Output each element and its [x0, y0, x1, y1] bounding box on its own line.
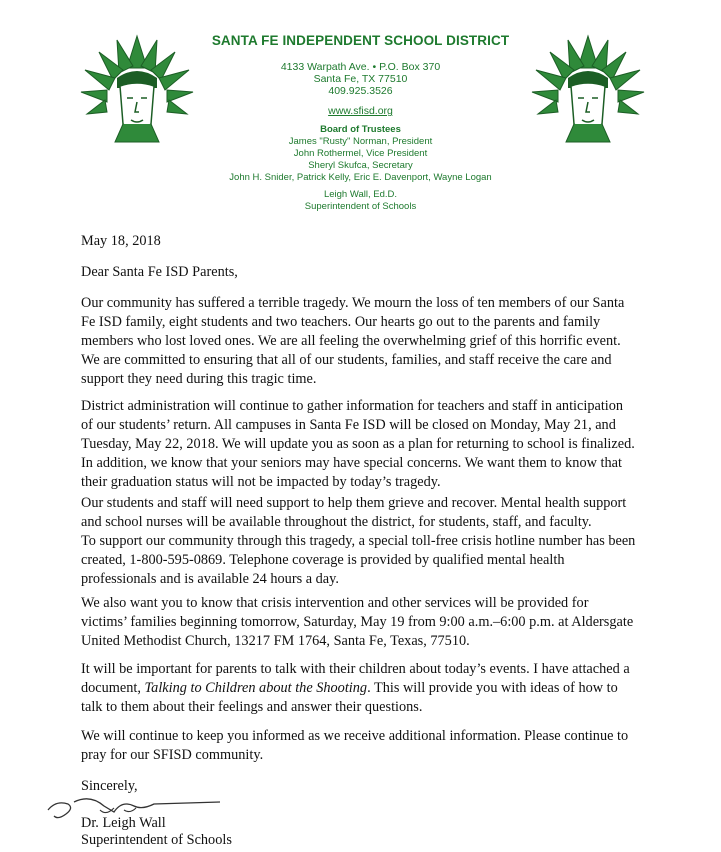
signer-name: Dr. Leigh Wall	[81, 815, 166, 831]
paragraph-line: Our students and staff will need support to help them grieve and recover. Mental health support	[81, 495, 627, 511]
attached-document-title: Talking to Children about the Shooting	[144, 680, 368, 696]
paragraph-6	[81, 727, 661, 765]
paragraph-line: We are committed to ensuring that all of our students, families, and staff receive the care and	[81, 352, 612, 368]
paragraph-line: In addition, we know that your seniors may have special concerns. We want them to know that	[81, 455, 622, 471]
paragraph-2	[81, 397, 661, 492]
paragraph-line: professionals and is available 24 hours a day.	[81, 571, 339, 587]
paragraph-line: pray for our SFISD community.	[81, 747, 264, 763]
paragraph-line: Fe ISD family, eight students and two teachers. Our hearts go out to the parents and family	[81, 314, 601, 330]
paragraph-line: To support our community through this tragedy, a special toll-free crisis hotline number has been	[81, 533, 636, 549]
district-name: SANTA FE INDEPENDENT SCHOOL DISTRICT	[211, 33, 510, 48]
paragraph-1	[81, 294, 661, 389]
paragraph-5	[81, 660, 661, 717]
paragraph-line: of our students’ return. All campuses in Santa Fe ISD will be closed on Monday, May 21, and	[81, 417, 616, 433]
board-title: Board of Trustees	[320, 124, 401, 135]
closing: Sincerely,	[81, 778, 138, 794]
paragraph-line: Our community has suffered a terrible tragedy. We mourn the loss of ten members of our Santa	[81, 295, 625, 311]
paragraph-line: victims’ families beginning tomorrow, Saturday, May 19 from 9:00 a.m.–6:00 p.m. at Aldersgate	[81, 614, 634, 630]
paragraph-line: United Methodist Church, 13217 FM 1764, Santa Fe, Texas, 77510.	[81, 633, 470, 649]
paragraph-3	[81, 494, 661, 589]
paragraph-line	[81, 679, 661, 698]
paragraph-line: their graduation status will not be impacted by today’s tragedy.	[81, 474, 441, 490]
paragraph-line: and school nurses will be available throughout the district, for students, staff, and faculty.	[81, 514, 592, 530]
trustee-president: James "Rusty" Norman, President	[288, 136, 433, 147]
paragraph-line: members who lost loved ones. We are all feeling the overwhelming grief of this horrific event.	[81, 333, 621, 349]
paragraph-line: We will continue to keep you informed as we receive additional information. Please continue to	[81, 728, 629, 744]
phone-number: 409.925.3526	[328, 85, 393, 97]
signer-title: Superintendent of Schools	[81, 832, 232, 848]
paragraph-line: talk to them about their feelings and answer their questions.	[81, 699, 423, 715]
paragraph-line: We also want you to know that crisis intervention and other services will be provided for	[81, 595, 589, 611]
paragraph-line: created, 1-800-595-0869. Telephone coverage is provided by qualified mental health	[81, 552, 565, 568]
superintendent-name: Leigh Wall, Ed.D.	[323, 189, 398, 200]
address-line-2: Santa Fe, TX 77510	[313, 73, 408, 85]
trustee-secretary: Sheryl Skufca, Secretary	[308, 160, 413, 171]
trustee-members: John H. Snider, Patrick Kelly, Eric E. Davenport, Wayne Logan	[229, 172, 492, 183]
paragraph-line: support they need during this tragic time.	[81, 371, 317, 387]
superintendent-title: Superintendent of Schools	[304, 201, 417, 212]
website-link[interactable]: www.sfisd.org	[328, 105, 393, 117]
paragraph-text: document,	[81, 680, 145, 696]
letter-date: May 18, 2018	[81, 233, 161, 249]
address-line-1: 4133 Warpath Ave. • P.O. Box 370	[280, 61, 441, 73]
paragraph-4	[81, 594, 661, 651]
trustee-vice-president: John Rothermel, Vice President	[293, 148, 428, 159]
paragraph-line: Tuesday, May 22, 2018. We will update you as soon as a plan for returning to school is finalized.	[81, 436, 635, 452]
paragraph-text: . This will provide you with ideas of how to	[367, 680, 618, 696]
letter-greeting: Dear Santa Fe ISD Parents,	[81, 264, 238, 280]
paragraph-line: District administration will continue to gather information for teachers and staff in anticipation	[81, 398, 624, 414]
paragraph-line: It will be important for parents to talk with their children about today’s events. I have attached a	[81, 661, 630, 677]
